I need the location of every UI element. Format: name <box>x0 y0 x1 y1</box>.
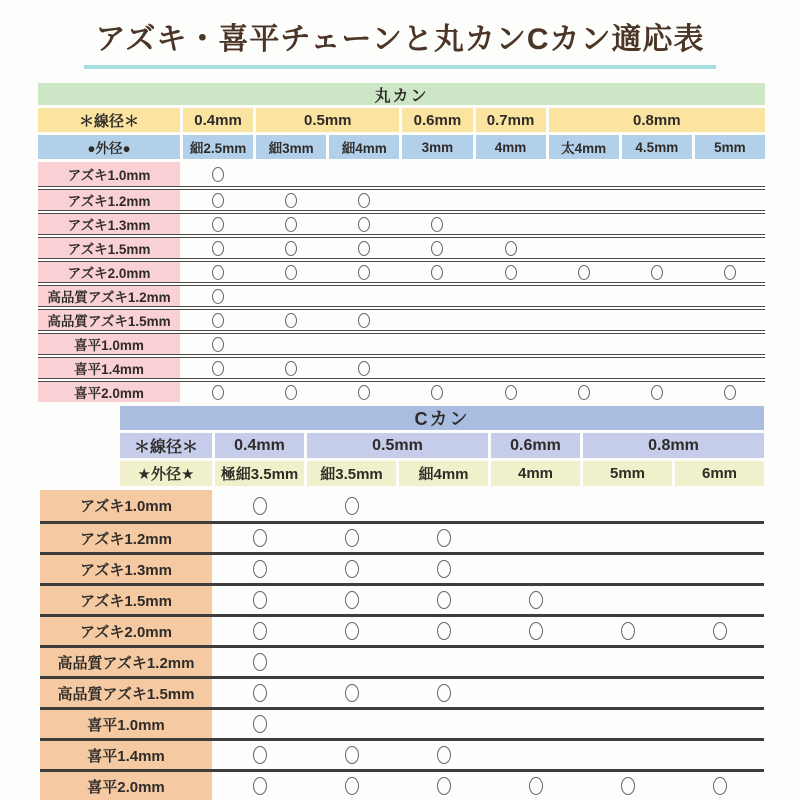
compatible-circle-mark <box>212 289 224 304</box>
marukan-table-title: 丸カン <box>38 83 765 105</box>
outer-diameter-value: 細4mm <box>329 135 399 159</box>
outer-diameter-value: 5mm <box>695 135 765 159</box>
compatibility-cell-marked <box>215 617 304 645</box>
compatibility-cell-empty <box>491 741 580 769</box>
table-row <box>40 645 764 676</box>
compatibility-cell-marked <box>307 586 396 614</box>
compatible-circle-mark <box>253 777 267 795</box>
compatibility-cell-marked <box>675 617 764 645</box>
compatibility-cell-empty <box>399 490 488 521</box>
compatibility-cell-empty <box>583 648 672 676</box>
compatibility-cell-marked <box>183 310 253 330</box>
compatibility-cell-marked <box>491 772 580 800</box>
compatible-circle-mark <box>285 217 297 232</box>
wire-diameter-value: 0.6mm <box>402 108 472 132</box>
row-label: 喜平1.0mm <box>40 710 212 738</box>
compatibility-cell-marked <box>307 679 396 707</box>
compatibility-cell-empty <box>329 286 399 306</box>
compatible-circle-mark <box>578 265 590 280</box>
compatibility-cell-empty <box>476 162 546 186</box>
compatibility-cell-empty <box>307 648 396 676</box>
compatible-circle-mark <box>345 777 359 795</box>
compatibility-cell-marked <box>215 741 304 769</box>
compatibility-cell-marked <box>183 162 253 186</box>
compatibility-cell-empty <box>491 524 580 552</box>
table-row <box>40 521 764 552</box>
compatible-circle-mark <box>505 241 517 256</box>
compatibility-cell-marked <box>329 382 399 402</box>
compatibility-cell-empty <box>549 162 619 186</box>
compatible-circle-mark <box>253 715 267 733</box>
table-row <box>38 354 765 378</box>
compatibility-cell-empty <box>399 648 488 676</box>
compatibility-cell-marked <box>256 262 326 282</box>
compatible-circle-mark <box>578 385 590 400</box>
row-label: 喜平1.4mm <box>40 741 212 769</box>
compatibility-cell-marked <box>329 238 399 258</box>
compatibility-cell-marked <box>583 772 672 800</box>
compatibility-cell-marked <box>622 382 692 402</box>
compatible-circle-mark <box>212 361 224 376</box>
compatibility-cell-empty <box>622 190 692 210</box>
compatibility-cell-empty <box>583 490 672 521</box>
row-label: アズキ1.3mm <box>38 214 180 234</box>
compatibility-cell-empty <box>622 358 692 378</box>
wire-diameter-value: 0.4mm <box>183 108 253 132</box>
compatibility-cell-empty <box>307 710 396 738</box>
marukan-wire-diameter-row <box>38 108 765 132</box>
compatibility-cell-marked <box>329 358 399 378</box>
compatibility-cell-marked <box>329 214 399 234</box>
compatible-circle-mark <box>437 684 451 702</box>
compatibility-cell-empty <box>622 214 692 234</box>
row-label: アズキ1.3mm <box>40 555 212 583</box>
compatibility-cell-empty <box>695 310 765 330</box>
outer-diameter-value: 4mm <box>476 135 546 159</box>
compatible-circle-mark <box>253 560 267 578</box>
ckan-table-title: Cカン <box>120 406 764 430</box>
compatible-circle-mark <box>285 265 297 280</box>
compatibility-cell-marked <box>549 262 619 282</box>
compatibility-cell-marked <box>256 358 326 378</box>
compatibility-cell-empty <box>476 190 546 210</box>
compatibility-cell-marked <box>183 382 253 402</box>
compatibility-cell-empty <box>256 286 326 306</box>
compatible-circle-mark <box>285 193 297 208</box>
ckan-header-section <box>120 406 764 486</box>
compatibility-cell-marked <box>256 190 326 210</box>
outer-diameter-value: 4.5mm <box>622 135 692 159</box>
marukan-header-section <box>38 83 765 159</box>
compatibility-cell-marked <box>215 679 304 707</box>
outer-diameter-value: 5mm <box>583 461 672 486</box>
row-label: アズキ1.0mm <box>40 490 212 521</box>
outer-diameter-value: 細2.5mm <box>183 135 253 159</box>
compatible-circle-mark <box>345 622 359 640</box>
row-label: 高品質アズキ1.2mm <box>40 648 212 676</box>
compatibility-cell-empty <box>402 190 472 210</box>
compatibility-cell-empty <box>622 286 692 306</box>
compatible-circle-mark <box>358 265 370 280</box>
compatibility-cell-empty <box>402 358 472 378</box>
page-title: アズキ・喜平チェーンと丸カンCカン適応表 <box>84 14 717 69</box>
compatibility-cell-empty <box>675 490 764 521</box>
compatibility-cell-empty <box>695 214 765 234</box>
compatibility-cell-marked <box>402 238 472 258</box>
compatible-circle-mark <box>431 385 443 400</box>
compatibility-cell-marked <box>399 586 488 614</box>
compatibility-cell-marked <box>329 190 399 210</box>
compatibility-cell-empty <box>476 214 546 234</box>
compatible-circle-mark <box>253 591 267 609</box>
compatibility-cell-marked <box>402 382 472 402</box>
compatibility-cell-empty <box>491 710 580 738</box>
compatibility-cell-marked <box>399 617 488 645</box>
outer-diameter-value: 細4mm <box>399 461 488 486</box>
compatibility-cell-marked <box>183 190 253 210</box>
table-row <box>38 258 765 282</box>
compatible-circle-mark <box>437 560 451 578</box>
compatibility-cell-empty <box>491 555 580 583</box>
compatibility-cell-empty <box>695 334 765 354</box>
compatibility-cell-marked <box>183 286 253 306</box>
table-row <box>38 306 765 330</box>
compatible-circle-mark <box>345 529 359 547</box>
row-label: アズキ1.5mm <box>38 238 180 258</box>
compatibility-cell-marked <box>183 358 253 378</box>
compatibility-cell-empty <box>675 648 764 676</box>
compatibility-cell-empty <box>491 490 580 521</box>
outer-diameter-value: 細3mm <box>256 135 326 159</box>
compatible-circle-mark <box>724 385 736 400</box>
compatible-circle-mark <box>212 241 224 256</box>
wire-diameter-value: 0.6mm <box>491 433 580 458</box>
compatible-circle-mark <box>529 777 543 795</box>
compatibility-cell-empty <box>622 162 692 186</box>
compatible-circle-mark <box>724 265 736 280</box>
ckan-table-body <box>40 490 764 800</box>
row-label: アズキ1.5mm <box>40 586 212 614</box>
compatible-circle-mark <box>253 653 267 671</box>
compatibility-cell-marked <box>402 214 472 234</box>
compatibility-cell-empty <box>399 710 488 738</box>
compatible-circle-mark <box>505 265 517 280</box>
compatibility-cell-empty <box>491 648 580 676</box>
compatibility-cell-marked <box>183 262 253 282</box>
compatibility-cell-marked <box>622 262 692 282</box>
compatible-circle-mark <box>358 385 370 400</box>
compatible-circle-mark <box>285 313 297 328</box>
marukan-table-body <box>38 162 765 402</box>
compatible-circle-mark <box>437 777 451 795</box>
compatible-circle-mark <box>505 385 517 400</box>
row-label: アズキ1.2mm <box>38 190 180 210</box>
compatibility-cell-marked <box>256 214 326 234</box>
compatibility-cell-empty <box>329 162 399 186</box>
row-label: 高品質アズキ1.2mm <box>38 286 180 306</box>
compatible-circle-mark <box>253 529 267 547</box>
compatibility-cell-marked <box>215 524 304 552</box>
wire-diameter-value: 0.4mm <box>215 433 304 458</box>
row-label: 喜平2.0mm <box>38 382 180 402</box>
compatible-circle-mark <box>285 241 297 256</box>
ckan-outer-diameter-row <box>120 461 764 486</box>
wire-diameter-value: 0.5mm <box>307 433 488 458</box>
compatibility-cell-marked <box>329 262 399 282</box>
compatibility-cell-marked <box>402 262 472 282</box>
compatible-circle-mark <box>358 313 370 328</box>
compatibility-cell-empty <box>549 310 619 330</box>
compatibility-cell-empty <box>256 162 326 186</box>
compatibility-cell-empty <box>402 310 472 330</box>
table-row <box>38 210 765 234</box>
compatibility-cell-marked <box>215 772 304 800</box>
compatibility-cell-marked <box>307 772 396 800</box>
compatibility-cell-empty <box>402 162 472 186</box>
compatibility-cell-empty <box>695 358 765 378</box>
compatibility-cell-empty <box>675 679 764 707</box>
compatibility-cell-marked <box>307 741 396 769</box>
compatibility-cell-empty <box>622 334 692 354</box>
wire-diameter-value: 0.8mm <box>583 433 764 458</box>
table-row <box>40 707 764 738</box>
compatibility-cell-marked <box>215 648 304 676</box>
compatibility-cell-empty <box>476 310 546 330</box>
compatibility-cell-marked <box>307 555 396 583</box>
compatibility-cell-empty <box>549 358 619 378</box>
row-label: 高品質アズキ1.5mm <box>40 679 212 707</box>
compatibility-cell-marked <box>491 617 580 645</box>
outer-diameter-value: 3mm <box>402 135 472 159</box>
row-label: アズキ2.0mm <box>40 617 212 645</box>
compatibility-cell-marked <box>399 524 488 552</box>
compatible-circle-mark <box>651 265 663 280</box>
compatible-circle-mark <box>431 265 443 280</box>
compatible-circle-mark <box>529 622 543 640</box>
compatible-circle-mark <box>621 622 635 640</box>
compatibility-cell-marked <box>695 262 765 282</box>
marukan-outer-diameter-row <box>38 135 765 159</box>
compatibility-cell-empty <box>402 334 472 354</box>
compatibility-cell-marked <box>399 555 488 583</box>
compatibility-cell-marked <box>183 214 253 234</box>
table-row <box>40 738 764 769</box>
compatibility-cell-empty <box>622 310 692 330</box>
compatibility-cell-empty <box>583 586 672 614</box>
table-row <box>38 378 765 402</box>
compatibility-cell-marked <box>183 238 253 258</box>
title-bar <box>0 14 800 69</box>
table-row <box>40 583 764 614</box>
compatibility-cell-marked <box>491 586 580 614</box>
table-row <box>38 282 765 306</box>
compatibility-cell-marked <box>476 238 546 258</box>
compatibility-cell-empty <box>695 238 765 258</box>
wire-diameter-value: 0.5mm <box>256 108 399 132</box>
compatibility-cell-marked <box>307 617 396 645</box>
compatible-circle-mark <box>713 777 727 795</box>
outer-diameter-label: ★外径★ <box>120 461 212 486</box>
outer-diameter-value: 極細3.5mm <box>215 461 304 486</box>
compatibility-cell-marked <box>256 310 326 330</box>
compatible-circle-mark <box>529 591 543 609</box>
compatibility-cell-marked <box>695 382 765 402</box>
compatibility-cell-empty <box>402 286 472 306</box>
compatibility-cell-empty <box>549 238 619 258</box>
compatibility-cell-empty <box>476 334 546 354</box>
compatible-circle-mark <box>253 746 267 764</box>
wire-diameter-value: 0.8mm <box>549 108 765 132</box>
compatibility-cell-empty <box>583 741 672 769</box>
compatibility-cell-empty <box>583 710 672 738</box>
compatibility-cell-marked <box>215 710 304 738</box>
compatible-circle-mark <box>253 497 267 515</box>
compatible-circle-mark <box>437 529 451 547</box>
compatibility-cell-marked <box>399 679 488 707</box>
compatibility-cell-empty <box>549 334 619 354</box>
compatible-circle-mark <box>253 684 267 702</box>
compatible-circle-mark <box>437 746 451 764</box>
compatibility-cell-marked <box>256 382 326 402</box>
compatible-circle-mark <box>212 217 224 232</box>
row-label: 高品質アズキ1.5mm <box>38 310 180 330</box>
table-row <box>40 676 764 707</box>
compatible-circle-mark <box>358 241 370 256</box>
row-label: 喜平1.4mm <box>38 358 180 378</box>
compatibility-cell-marked <box>256 238 326 258</box>
table-row <box>40 552 764 583</box>
compatibility-cell-empty <box>695 286 765 306</box>
compatibility-cell-empty <box>675 524 764 552</box>
compatibility-cell-marked <box>307 524 396 552</box>
row-label: 喜平2.0mm <box>40 772 212 800</box>
compatibility-cell-empty <box>329 334 399 354</box>
compatible-circle-mark <box>345 591 359 609</box>
compatible-circle-mark <box>358 193 370 208</box>
compatible-circle-mark <box>212 193 224 208</box>
table-row <box>40 490 764 521</box>
table-row <box>38 234 765 258</box>
compatibility-cell-empty <box>583 524 672 552</box>
outer-diameter-value: 太4mm <box>549 135 619 159</box>
compatibility-cell-empty <box>695 162 765 186</box>
compatible-circle-mark <box>431 217 443 232</box>
table-row <box>40 769 764 800</box>
compatibility-cell-marked <box>183 334 253 354</box>
compatible-circle-mark <box>651 385 663 400</box>
compatibility-cell-marked <box>215 555 304 583</box>
table-row <box>40 614 764 645</box>
compatibility-cell-marked <box>476 382 546 402</box>
compatibility-cell-empty <box>583 679 672 707</box>
compatible-circle-mark <box>253 622 267 640</box>
compatible-circle-mark <box>212 167 224 182</box>
compatibility-cell-empty <box>549 214 619 234</box>
ckan-wire-diameter-row <box>120 433 764 458</box>
compatibility-cell-empty <box>675 555 764 583</box>
wire-diameter-value: 0.7mm <box>476 108 546 132</box>
compatibility-cell-marked <box>549 382 619 402</box>
compatibility-cell-marked <box>307 490 396 521</box>
ckan-table <box>40 406 764 800</box>
compatible-circle-mark <box>212 385 224 400</box>
compatible-circle-mark <box>345 746 359 764</box>
compatible-circle-mark <box>358 361 370 376</box>
compatibility-cell-empty <box>622 238 692 258</box>
compatibility-cell-empty <box>549 190 619 210</box>
compatible-circle-mark <box>431 241 443 256</box>
compatibility-cell-empty <box>583 555 672 583</box>
table-row <box>38 186 765 210</box>
compatibility-cell-marked <box>399 772 488 800</box>
compatible-circle-mark <box>212 313 224 328</box>
table-row <box>38 162 765 186</box>
compatible-circle-mark <box>345 497 359 515</box>
row-label: アズキ1.0mm <box>38 162 180 186</box>
table-row <box>38 330 765 354</box>
compatibility-cell-marked <box>583 617 672 645</box>
compatibility-cell-empty <box>549 286 619 306</box>
compatibility-cell-empty <box>675 710 764 738</box>
compatible-circle-mark <box>437 622 451 640</box>
compatible-circle-mark <box>358 217 370 232</box>
compatible-circle-mark <box>212 337 224 352</box>
compatibility-cell-empty <box>675 741 764 769</box>
compatible-circle-mark <box>212 265 224 280</box>
outer-diameter-label: ●外径● <box>38 135 180 159</box>
compatible-circle-mark <box>345 560 359 578</box>
compatibility-cell-empty <box>476 286 546 306</box>
row-label: 喜平1.0mm <box>38 334 180 354</box>
wire-diameter-label: ＊線径＊ <box>38 108 180 132</box>
compatible-circle-mark <box>713 622 727 640</box>
compatibility-cell-empty <box>476 358 546 378</box>
compatibility-cell-empty <box>256 334 326 354</box>
wire-diameter-label: ＊線径＊ <box>120 433 212 458</box>
outer-diameter-value: 6mm <box>675 461 764 486</box>
marukan-table <box>38 83 765 402</box>
row-label: アズキ1.2mm <box>40 524 212 552</box>
compatible-circle-mark <box>621 777 635 795</box>
compatible-circle-mark <box>285 385 297 400</box>
compatibility-cell-marked <box>476 262 546 282</box>
compatibility-cell-marked <box>329 310 399 330</box>
row-label: アズキ2.0mm <box>38 262 180 282</box>
compatibility-cell-marked <box>215 490 304 521</box>
outer-diameter-value: 細3.5mm <box>307 461 396 486</box>
outer-diameter-value: 4mm <box>491 461 580 486</box>
compatible-circle-mark <box>345 684 359 702</box>
compatibility-cell-empty <box>675 586 764 614</box>
compatibility-cell-empty <box>491 679 580 707</box>
compatibility-cell-marked <box>399 741 488 769</box>
compatible-circle-mark <box>437 591 451 609</box>
compatibility-cell-marked <box>215 586 304 614</box>
compatibility-cell-empty <box>695 190 765 210</box>
compatibility-cell-marked <box>675 772 764 800</box>
compatible-circle-mark <box>285 361 297 376</box>
